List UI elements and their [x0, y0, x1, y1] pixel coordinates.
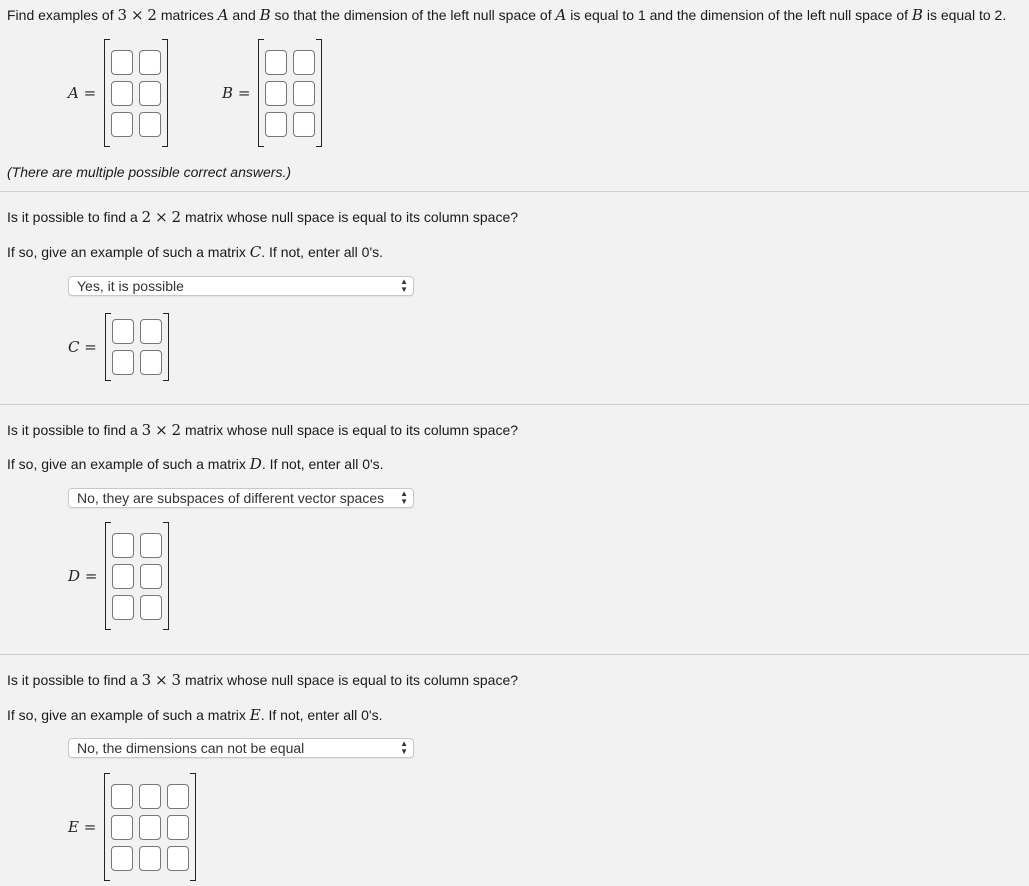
- matrix-b: [222, 39, 322, 147]
- matrix-d-entry[interactable]: [112, 595, 134, 620]
- q4-question: Is it possible to find a 3 × 3 matrix whose null space is equal to its column space?: [7, 671, 519, 689]
- matrix-b-entry[interactable]: [265, 50, 287, 75]
- matrix-a-entry[interactable]: [139, 112, 161, 137]
- divider: [0, 654, 1029, 655]
- q3-question: Is it possible to find a 3 × 2 matrix whose null space is equal to its column space?: [7, 421, 519, 439]
- matrix-e-entry[interactable]: [167, 784, 189, 809]
- q3-answer-select[interactable]: [68, 488, 414, 508]
- q2-answer-select[interactable]: [68, 276, 414, 296]
- matrix-e-entry[interactable]: [167, 815, 189, 840]
- select-arrows-icon: ▲ ▼: [400, 739, 408, 756]
- matrix-d: [68, 522, 169, 630]
- matrix-e: [68, 773, 196, 881]
- matrix-b-entry[interactable]: [265, 81, 287, 106]
- matrix-a-label: A =: [68, 84, 97, 102]
- select-arrows-icon: ▲ ▼: [400, 277, 408, 294]
- matrix-c-entry[interactable]: [112, 319, 134, 344]
- matrix-e-entry[interactable]: [139, 846, 161, 871]
- matrix-d-entry[interactable]: [112, 533, 134, 558]
- matrix-a-entry[interactable]: [139, 81, 161, 106]
- matrix-e-entry[interactable]: [111, 846, 133, 871]
- q2-question: Is it possible to find a 2 × 2 matrix whose null space is equal to its column space?: [7, 208, 519, 226]
- matrix-a-entry[interactable]: [139, 50, 161, 75]
- matrix-d-entry[interactable]: [140, 564, 162, 589]
- matrix-a-entry[interactable]: [111, 112, 133, 137]
- matrix-b-entry[interactable]: [293, 50, 315, 75]
- matrix-a-entry[interactable]: [111, 50, 133, 75]
- matrix-a-entry[interactable]: [111, 81, 133, 106]
- q3-selected-option: No, they are subspaces of different vector spaces: [77, 490, 385, 506]
- q1-prompt: Find examples of 3 × 2 matrices A and B so that the dimension of the left null space of A is equal to 1 and the dimension of the left null space of B is equal to 2.: [7, 6, 1007, 24]
- matrix-d-entry[interactable]: [112, 564, 134, 589]
- q4-selected-option: No, the dimensions can not be equal: [77, 740, 305, 756]
- matrix-c: [68, 313, 169, 381]
- q4-prompt: If so, give an example of such a matrix E. If not, enter all 0's.: [7, 706, 383, 724]
- q2-prompt: If so, give an example of such a matrix C. If not, enter all 0's.: [7, 243, 383, 261]
- divider: [0, 404, 1029, 405]
- matrix-d-entry[interactable]: [140, 533, 162, 558]
- select-arrows-icon: ▲ ▼: [400, 489, 408, 506]
- q2-selected-option: Yes, it is possible: [77, 278, 184, 294]
- matrix-b-entry[interactable]: [293, 81, 315, 106]
- matrix-c-label: C =: [68, 338, 97, 356]
- matrix-b-entry[interactable]: [265, 112, 287, 137]
- matrix-a: [68, 39, 168, 147]
- matrix-e-entry[interactable]: [111, 784, 133, 809]
- matrix-b-label: B =: [222, 84, 251, 102]
- matrix-e-entry[interactable]: [111, 815, 133, 840]
- matrix-c-entry[interactable]: [140, 319, 162, 344]
- matrix-d-label: D =: [68, 567, 98, 585]
- matrix-e-label: E =: [68, 818, 97, 836]
- matrix-c-entry[interactable]: [140, 350, 162, 375]
- matrix-b-entry[interactable]: [293, 112, 315, 137]
- matrix-e-entry[interactable]: [139, 784, 161, 809]
- divider: [0, 191, 1029, 192]
- matrix-d-entry[interactable]: [140, 595, 162, 620]
- matrix-c-entry[interactable]: [112, 350, 134, 375]
- matrix-e-entry[interactable]: [167, 846, 189, 871]
- q3-prompt: If so, give an example of such a matrix D. If not, enter all 0's.: [7, 455, 384, 473]
- q4-answer-select[interactable]: [68, 738, 414, 758]
- matrix-e-entry[interactable]: [139, 815, 161, 840]
- multiple-answers-note: (There are multiple possible correct answers.): [7, 164, 291, 180]
